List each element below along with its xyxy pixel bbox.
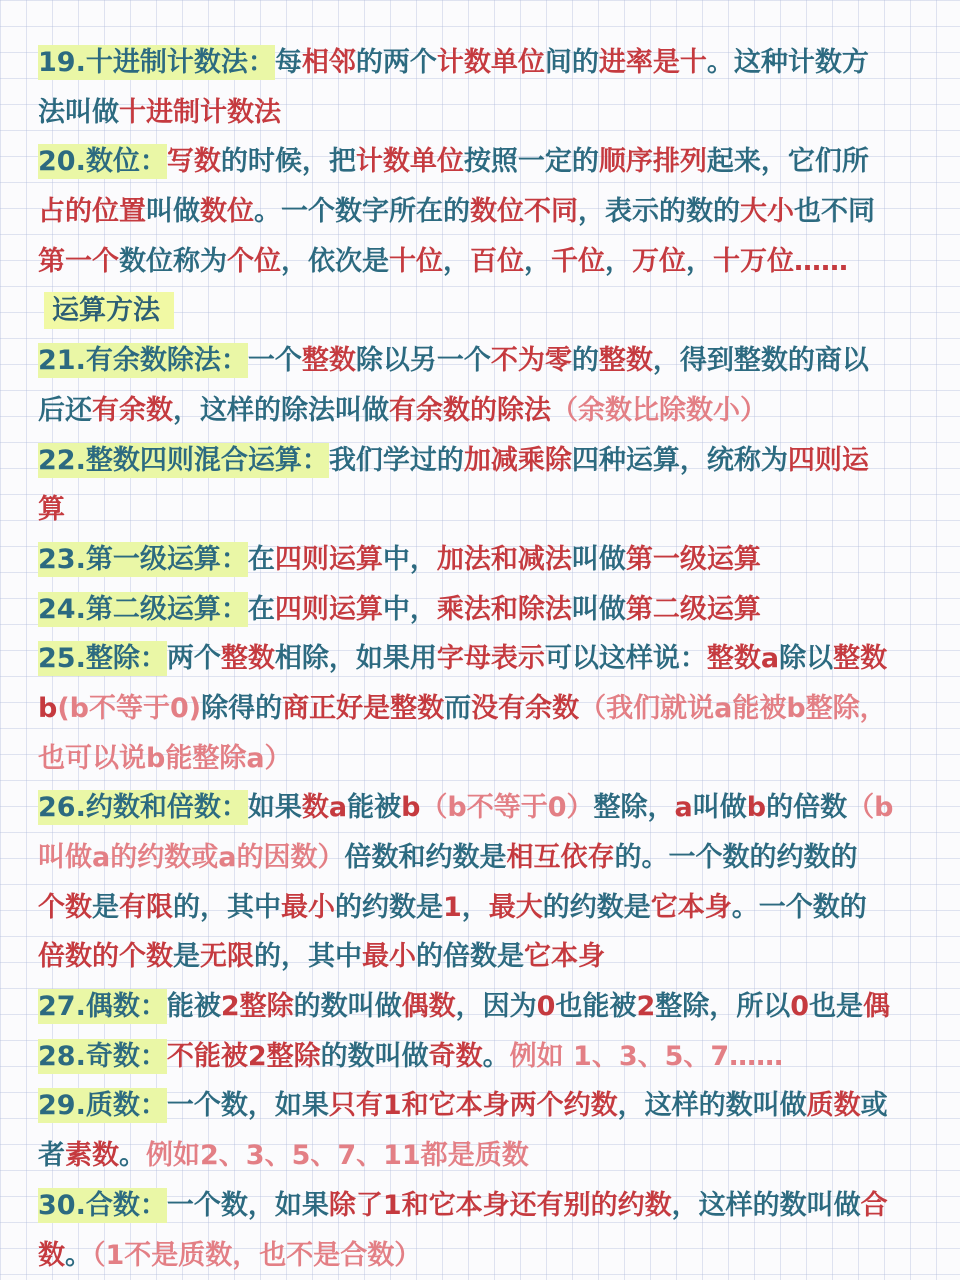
body-text: 的，其中 [254, 941, 362, 972]
body-text: 四种运算，统称为 [572, 445, 788, 476]
term-heading: 22.整数四则混合运算： [38, 443, 329, 478]
key-term: 四则运 [788, 445, 869, 476]
text-line [38, 137, 920, 187]
key-term: 顺序排列 [599, 146, 707, 177]
key-term: 大小 [740, 196, 794, 227]
key-term: a [675, 792, 693, 823]
body-text: 的，其中 [173, 892, 281, 923]
body-text: 按照一定的 [464, 146, 599, 177]
body-text: 的 [572, 345, 599, 376]
key-term: 倍数的个数 [38, 941, 173, 972]
key-term: 最大 [489, 892, 543, 923]
term-heading: 20.数位： [38, 144, 167, 179]
key-term: 第一个 [38, 246, 119, 277]
body-text: ，这样的数叫做 [618, 1090, 807, 1121]
key-term: 有限 [119, 892, 173, 923]
text-line [38, 734, 920, 784]
body-text: 在 [248, 544, 275, 575]
body-text: 整除， [594, 792, 675, 823]
example-note: （余数比除数小） [551, 395, 767, 426]
key-term: 商正好是整数 [282, 693, 444, 724]
key-term: 千位 [551, 246, 605, 277]
body-text: 两个 [167, 643, 221, 674]
key-term: 2整除 [221, 991, 294, 1022]
key-term: 无限 [200, 941, 254, 972]
text-line [38, 187, 920, 237]
body-text: 叫做 [572, 594, 626, 625]
key-term: 没有余数 [471, 693, 579, 724]
example-note: 叫做a的约数或a的因数） [38, 842, 344, 873]
body-text: ， [462, 892, 489, 923]
body-text: 者 [38, 1140, 65, 1171]
example-note: (b不等于0) [57, 693, 201, 724]
body-text: 能被 [167, 991, 221, 1022]
body-text: 后还 [38, 395, 92, 426]
key-term: 进率是十 [599, 47, 707, 78]
text-line [38, 38, 920, 88]
key-term: 算 [38, 494, 65, 525]
body-text: 。 [119, 1140, 146, 1171]
example-note: 例如2、3、5、7、11都是质数 [146, 1140, 529, 1171]
key-term: 写数 [167, 146, 221, 177]
body-text: 一个数，如果 [167, 1090, 329, 1121]
key-term: 占的位置 [38, 196, 146, 227]
key-term: 加法和减法 [437, 544, 572, 575]
body-text: ，因为 [456, 991, 537, 1022]
key-term: 十位 [389, 246, 443, 277]
key-term: 有余数 [92, 395, 173, 426]
term-heading: 21.有余数除法： [38, 343, 248, 378]
body-text: 。 [483, 1041, 510, 1072]
body-text: ，表示的数的 [578, 196, 740, 227]
body-text: 。 [65, 1240, 92, 1271]
text-line [38, 585, 920, 635]
key-term: 只有1和它本身两个约数 [329, 1090, 618, 1121]
example-note: 例如 1、3、5、7…… [510, 1041, 784, 1072]
body-text: 的倍数 [766, 792, 847, 823]
body-text: 起来，它们所 [707, 146, 869, 177]
key-term: 整数 [833, 643, 887, 674]
term-heading: 24.第二级运算： [38, 592, 248, 627]
body-text: 是 [92, 892, 119, 923]
example-note: （b [847, 792, 893, 823]
text-line [38, 1231, 920, 1280]
key-term: 有余数的除法 [389, 395, 551, 426]
key-term: 个位 [227, 246, 281, 277]
key-term: 它本身 [524, 941, 605, 972]
text-line [38, 932, 920, 982]
example-note: （b不等于0） [420, 792, 593, 823]
body-text: 的约数是 [543, 892, 651, 923]
body-text: 叫做 [693, 792, 747, 823]
body-text: 能被 [347, 792, 401, 823]
key-term: 除了1和它本身还有别的约数 [329, 1190, 672, 1221]
section-heading [44, 286, 920, 336]
text-line [38, 88, 920, 138]
body-text: 的时候，把 [221, 146, 356, 177]
body-text: 相除，如果用 [275, 643, 437, 674]
body-text: 。一个数的 [732, 892, 867, 923]
body-text: 整除，所以 [655, 991, 790, 1022]
body-text: 可以这样说： [545, 643, 707, 674]
key-term: 1 [443, 892, 462, 923]
key-term: 数 [38, 1240, 65, 1271]
body-text: ， [686, 246, 713, 277]
key-term: 最小 [281, 892, 335, 923]
section-title: 运算方法 [44, 292, 174, 329]
text-line [38, 237, 920, 287]
key-term: 0 [537, 991, 556, 1022]
body-text: ，这样的数叫做 [672, 1190, 861, 1221]
body-text: ，这样的除法叫做 [173, 395, 389, 426]
example-note: （我们就说a能被b整除， [579, 693, 887, 724]
body-text: ，依次是 [281, 246, 389, 277]
key-term: 奇数 [429, 1041, 483, 1072]
key-term: b [38, 693, 57, 724]
key-term: 百位 [470, 246, 524, 277]
key-term: b [747, 792, 766, 823]
body-text: 是 [173, 941, 200, 972]
example-note: 也可以说b能整除a） [38, 743, 292, 774]
body-text: 也不同 [794, 196, 875, 227]
key-term: 素数 [65, 1140, 119, 1171]
term-heading: 28.奇数： [38, 1039, 167, 1074]
key-term: 计数单位 [437, 47, 545, 78]
term-heading: 27.偶数： [38, 989, 167, 1024]
text-line [38, 1081, 920, 1131]
key-term: 乘法和除法 [437, 594, 572, 625]
term-heading: 23.第一级运算： [38, 542, 248, 577]
key-term: 0 [790, 991, 809, 1022]
key-term: 第二级运算 [626, 594, 761, 625]
key-term: 加减乘除 [464, 445, 572, 476]
body-text: 的数叫做 [321, 1041, 429, 1072]
text-line [38, 833, 920, 883]
key-term: 万位 [632, 246, 686, 277]
text-line [38, 1181, 920, 1231]
body-text: 每 [275, 47, 302, 78]
term-heading: 19.十进制计数法： [38, 45, 275, 80]
key-term: 质数 [807, 1090, 861, 1121]
text-line [38, 1032, 920, 1082]
text-line [38, 336, 920, 386]
body-text: 叫做 [146, 196, 200, 227]
body-text: 叫做 [572, 544, 626, 575]
text-line [38, 783, 920, 833]
body-text: 数位称为 [119, 246, 227, 277]
key-term: 数位 [200, 196, 254, 227]
term-heading: 30.合数： [38, 1188, 167, 1223]
key-term: 合 [861, 1190, 888, 1221]
body-text: 中， [383, 544, 437, 575]
body-text: 如果 [248, 792, 302, 823]
body-text: 的数叫做 [294, 991, 402, 1022]
key-term: 整数 [302, 345, 356, 376]
key-term: 四则运算 [275, 594, 383, 625]
body-text: ， [443, 246, 470, 277]
body-text: 我们学过的 [329, 445, 464, 476]
key-term: 整数 [599, 345, 653, 376]
term-heading: 25.整除： [38, 641, 167, 676]
text-line [38, 535, 920, 585]
text-line [38, 684, 920, 734]
body-text: ，得到整数的商以 [653, 345, 869, 376]
body-text: 的。一个数的约数的 [614, 842, 857, 873]
body-text: 除以 [779, 643, 833, 674]
body-text: 除得的 [201, 693, 282, 724]
text-line [38, 485, 920, 535]
term-heading: 26.约数和倍数： [38, 790, 248, 825]
text-line [38, 982, 920, 1032]
key-term: 十进制计数法 [119, 97, 281, 128]
key-term: 不能被2整除 [167, 1041, 321, 1072]
body-text: 法叫做 [38, 97, 119, 128]
key-term: 个数 [38, 892, 92, 923]
body-text: 倍数和约数是 [344, 842, 506, 873]
key-term: 偶数 [402, 991, 456, 1022]
body-text: 。这种计数方 [707, 47, 869, 78]
key-term: 不为零 [491, 345, 572, 376]
body-text: 间的 [545, 47, 599, 78]
key-term: 偶 [863, 991, 890, 1022]
key-term: 整数 [221, 643, 275, 674]
body-text: 一个数，如果 [167, 1190, 329, 1221]
body-text: 一个 [248, 345, 302, 376]
key-term: 四则运算 [275, 544, 383, 575]
text-line [38, 436, 920, 486]
key-term: 整数a [707, 643, 779, 674]
body-text: 的两个 [356, 47, 437, 78]
example-note: （1不是质数，也不是合数） [92, 1240, 421, 1271]
key-term: 数位不同 [470, 196, 578, 227]
key-term: 十万位…… [713, 246, 848, 277]
body-text: ， [524, 246, 551, 277]
key-term: 数a [302, 792, 347, 823]
body-text: 除以另一个 [356, 345, 491, 376]
body-text: ， [605, 246, 632, 277]
body-text: 也是 [809, 991, 863, 1022]
key-term: 第一级运算 [626, 544, 761, 575]
key-term: 相邻 [302, 47, 356, 78]
text-line [38, 634, 920, 684]
body-text: 的倍数是 [416, 941, 524, 972]
key-term: 最小 [362, 941, 416, 972]
body-text: 中， [383, 594, 437, 625]
key-term: 字母表示 [437, 643, 545, 674]
body-text: 也能被 [555, 991, 636, 1022]
key-term: 它本身 [651, 892, 732, 923]
body-text: 的约数是 [335, 892, 443, 923]
text-line [38, 386, 920, 436]
key-term: b [401, 792, 420, 823]
body-text: 在 [248, 594, 275, 625]
key-term: 2 [636, 991, 655, 1022]
text-line [38, 883, 920, 933]
body-text: 而 [444, 693, 471, 724]
key-term: 相互依存 [506, 842, 614, 873]
body-text: 或 [861, 1090, 888, 1121]
term-heading: 29.质数： [38, 1088, 167, 1123]
body-text: 。一个数字所在的 [254, 196, 470, 227]
key-term: 计数单位 [356, 146, 464, 177]
text-line [38, 1131, 920, 1181]
